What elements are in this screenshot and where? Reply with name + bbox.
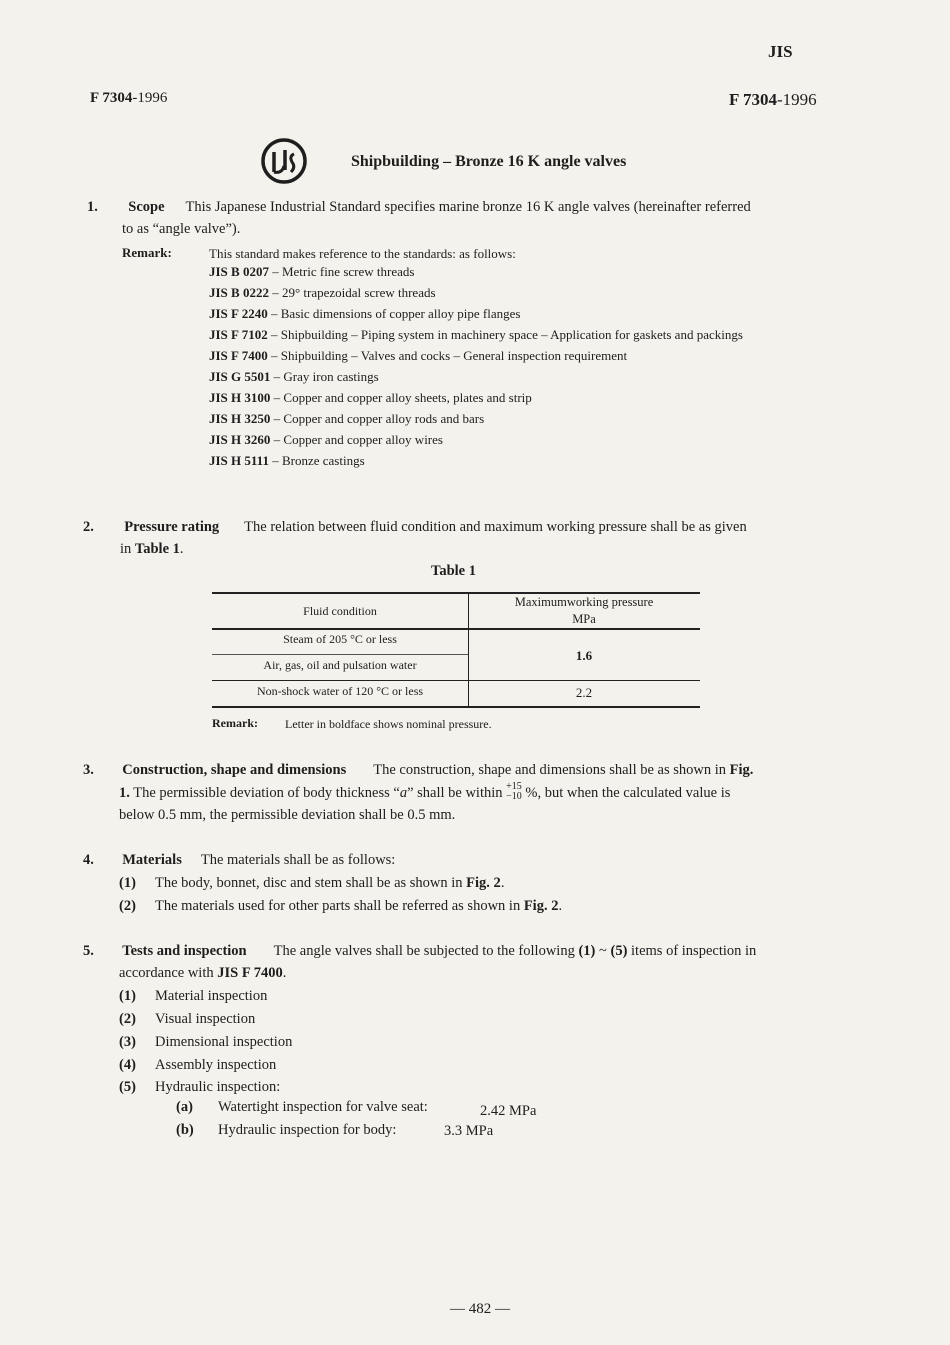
section-heading: Scope bbox=[128, 199, 165, 215]
table-header-fluid: Fluid condition bbox=[303, 604, 377, 618]
sub-list-item: (b) Hydraulic inspection for body: bbox=[176, 1122, 397, 1138]
figure-reference: Fig. 2 bbox=[466, 875, 501, 891]
table-cell-fluid: Air, gas, oil and pulsation water bbox=[263, 658, 417, 672]
pressure-table bbox=[212, 592, 700, 708]
inspection-pressure-value: 2.42 MPa bbox=[480, 1103, 537, 1119]
construction-text-line3: below 0.5 mm, the permissible deviation shall be 0.5 mm. bbox=[119, 807, 456, 823]
section-number: 2. bbox=[83, 519, 94, 535]
reference-item: JIS B 0207 – Metric fine screw threads bbox=[209, 264, 415, 279]
section-number: 4. bbox=[83, 852, 94, 868]
list-item: (2) Visual inspection bbox=[119, 1011, 256, 1027]
table-cell-pressure: 2.2 bbox=[575, 685, 593, 700]
list-item: (5) Hydraulic inspection: bbox=[119, 1079, 281, 1095]
list-item: (1) Material inspection bbox=[119, 988, 268, 1004]
page-title: Shipbuilding – Bronze 16 K angle valves bbox=[351, 153, 627, 170]
list-item: (4) Assembly inspection bbox=[119, 1057, 277, 1073]
section-number: 1. bbox=[87, 199, 98, 215]
reference-item: JIS F 7400 – Shipbuilding – Valves and cocks – General inspection requirement bbox=[209, 348, 628, 363]
inspection-pressure-value: 3.3 MPa bbox=[444, 1123, 494, 1139]
section-heading: Pressure rating bbox=[124, 519, 220, 535]
table-cell-fluid: Steam of 205 °C or less bbox=[283, 632, 397, 646]
remark-text: This standard makes reference to the standards: as follows: bbox=[209, 246, 516, 261]
table-reference: Table 1 bbox=[134, 541, 180, 557]
reference-item: JIS F 2240 – Basic dimensions of copper alloy pipe flanges bbox=[209, 306, 521, 321]
header-jis-label: JIS bbox=[768, 42, 793, 61]
page-number: — 482 — bbox=[450, 1301, 510, 1317]
section-number: 3. bbox=[83, 762, 94, 778]
scope-text-cont: to as “angle valve”). bbox=[122, 221, 241, 237]
table-caption: Table 1 bbox=[431, 563, 476, 579]
construction-text-line2: 1. The permissible deviation of body thickness “a” shall be within +15 −10 %, but when the calculated value is bbox=[119, 780, 731, 802]
sub-list-item: (a) Watertight inspection for valve seat: bbox=[176, 1099, 428, 1115]
tests-text-cont: accordance with JIS F 7400. bbox=[119, 965, 287, 981]
jis-mark-icon bbox=[260, 136, 310, 186]
list-item: (3) Dimensional inspection bbox=[119, 1034, 293, 1050]
reference-item: JIS G 5501 – Gray iron castings bbox=[209, 369, 379, 384]
header-right-code: F 7304-1996 bbox=[729, 90, 817, 109]
section-heading: Construction, shape and dimensions bbox=[122, 762, 347, 778]
reference-item: JIS H 3100 – Copper and copper alloy sheets, plates and strip bbox=[209, 390, 532, 405]
tolerance: +15 −10 bbox=[506, 780, 522, 802]
section-heading: Materials bbox=[122, 852, 182, 868]
section-construction: 3. Construction, shape and dimensions The construction, shape and dimensions shall be as shown in Fig. bbox=[83, 759, 833, 781]
list-item: (1) The body, bonnet, disc and stem shall be as shown in Fig. 2. bbox=[119, 875, 505, 891]
reference-item: JIS H 3250 – Copper and copper alloy rods and bars bbox=[209, 411, 485, 426]
pressure-rating-text-cont: in Table 1. bbox=[120, 541, 184, 557]
figure-reference: Fig. 2 bbox=[523, 898, 559, 914]
table-header-pressure: Maximumworking pressure MPa bbox=[514, 595, 654, 626]
section-tests: 5. Tests and inspection The angle valves shall be subjected to the following (1) ~ (5) items of inspection in bbox=[83, 940, 756, 962]
reference-item: JIS F 7102 – Shipbuilding – Piping system in machinery space – Application for gaskets and packings bbox=[209, 327, 743, 342]
scope-text: This Japanese Industrial Standard specifies marine bronze 16 K angle valves (hereinafter referred bbox=[185, 199, 751, 215]
section-heading: Tests and inspection bbox=[122, 943, 247, 959]
remark-label: Remark: bbox=[122, 245, 172, 260]
list-item: (2) The materials used for other parts shall be referred as shown in Fig. 2. bbox=[119, 898, 563, 914]
table-cell-pressure: 1.6 bbox=[575, 648, 593, 663]
section-scope bbox=[87, 196, 832, 218]
table-remark-text: Letter in boldface shows nominal pressure. bbox=[285, 717, 492, 731]
reference-item: JIS H 5111 – Bronze castings bbox=[209, 453, 365, 468]
section-number: 5. bbox=[83, 943, 94, 959]
reference-item: JIS B 0222 – 29° trapezoidal screw threads bbox=[209, 285, 436, 300]
section-materials: 4. Materials The materials shall be as follows: bbox=[83, 849, 395, 871]
reference-item: JIS H 3260 – Copper and copper alloy wires bbox=[209, 432, 443, 447]
section-pressure-rating: 2. Pressure rating The relation between fluid condition and maximum working pressure shall be as given bbox=[83, 516, 833, 538]
table-cell-fluid: Non-shock water of 120 °C or less bbox=[256, 684, 424, 698]
header-left-code: F 7304-1996 bbox=[90, 90, 168, 106]
table-remark-label: Remark: bbox=[212, 716, 258, 730]
